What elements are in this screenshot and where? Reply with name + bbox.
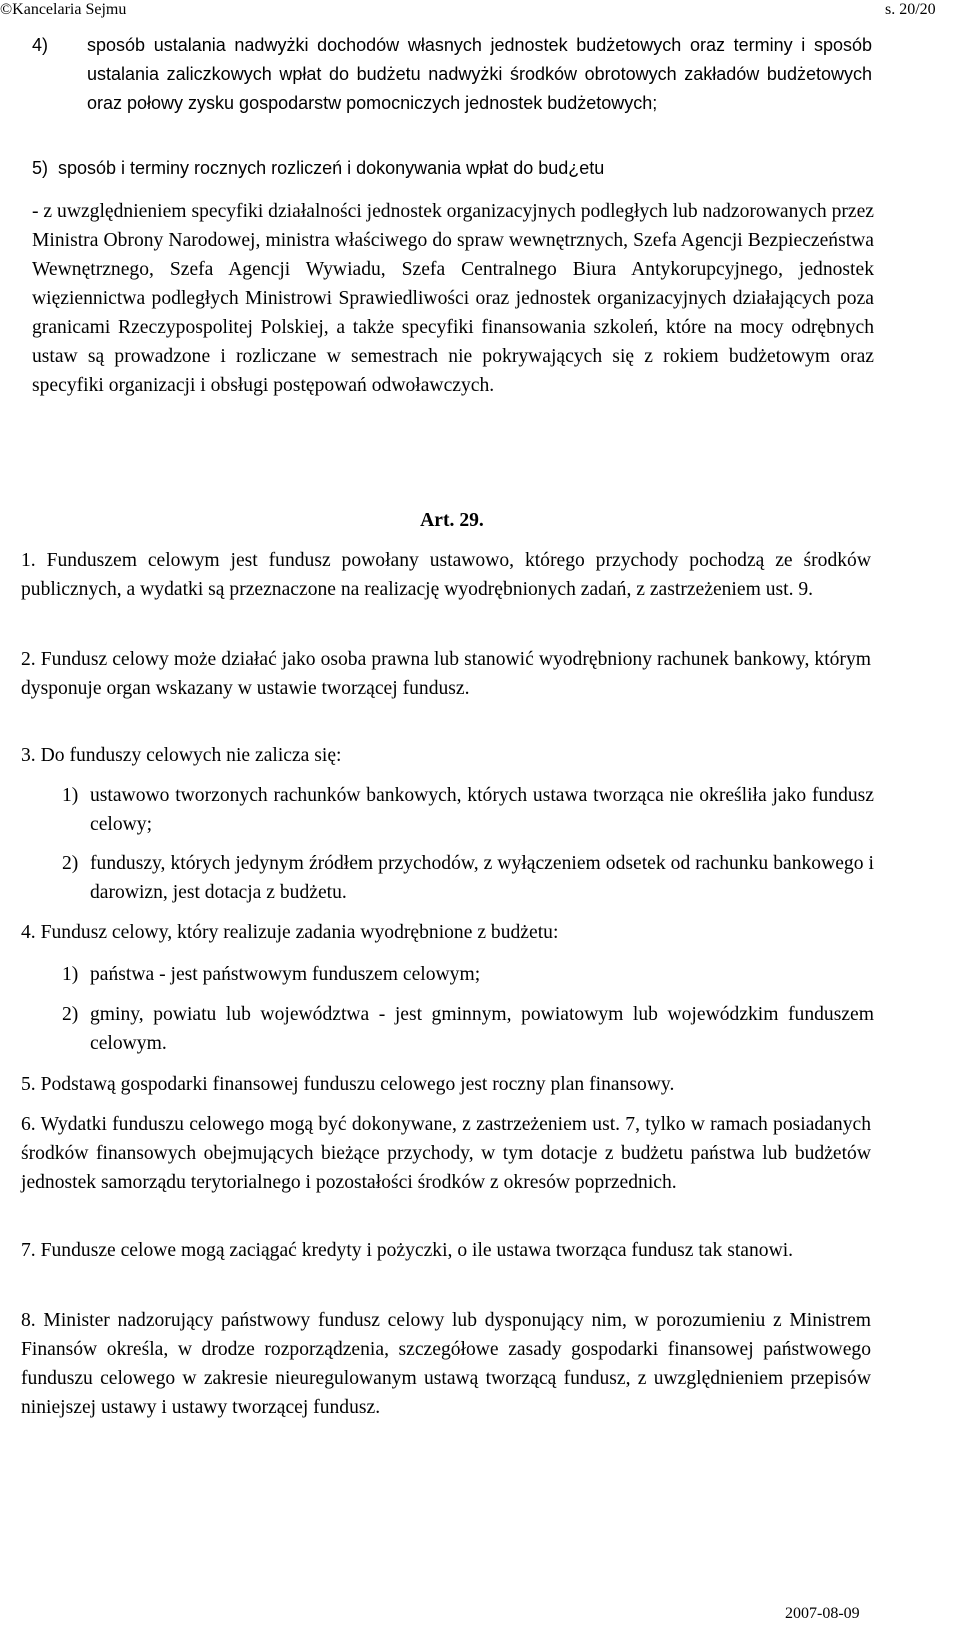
- paragraph-text: Fundusz celowy, który realizuje zadania wyodrębnione z budżetu:: [40, 922, 559, 943]
- paragraph-text: Podstawą gospodarki finansowej funduszu celowego jest roczny plan finansowy.: [40, 1074, 675, 1095]
- paragraph-text: Funduszem celowym jest fundusz powołany ustawowo, którego przychody pochodzą ze środków publicznych, a wydatki są przeznaczone na realizację wyodrębnionych zadań, z zastrzeżeniem ust. 9.: [21, 550, 871, 600]
- paragraph-label: 7.: [21, 1240, 36, 1261]
- list-item-label: 1): [62, 785, 79, 806]
- paragraph-label: 8.: [21, 1310, 36, 1331]
- article-paragraph: [21, 918, 871, 947]
- article-paragraph: [21, 741, 871, 770]
- paragraph-text: Minister nadzorujący państwowy fundusz celowy lub dysponujący nim, w porozumieniu z Ministrem Finansów określa, w drodze rozporządzenia, szczegółowe zasady gospodarki finansowej państwowego funduszu celowego w zakresie nieuregulowanym ustawą tworzącą fundusz, z uwzględnieniem przepisów niniejszej ustawy i ustawy tworzącej fundusz.: [21, 1310, 872, 1418]
- article-paragraph: [21, 1070, 871, 1099]
- paragraph-label: 1.: [21, 550, 36, 571]
- list-item-text: sposób i terminy rocznych rozliczeń i dokonywania wpłat do bud¿etu: [58, 158, 605, 178]
- list-item-label: 5): [32, 158, 49, 178]
- article-paragraph: [21, 546, 871, 604]
- list-item-text: gminy, powiatu lub województwa - jest gminnym, powiatowym lub wojewódzkim funduszem celowym.: [90, 1004, 874, 1054]
- list-item-label: 2): [62, 1004, 79, 1025]
- list-item: [62, 849, 874, 907]
- article-paragraph: [21, 1110, 871, 1197]
- paragraph-text: Fundusze celowe mogą zaciągać kredyty i pożyczki, o ile ustawa tworząca fundusz tak stanowi.: [40, 1240, 794, 1261]
- article-title: Art. 29.: [420, 510, 484, 531]
- footer-date: 2007-08-09: [785, 1605, 860, 1622]
- list-item-text: sposób ustalania nadwyżki dochodów własnych jednostek budżetowych oraz terminy i sposób ustalania zaliczkowych wpłat do budżetu nadwyżki środków obrotowych zakładów budżetowych oraz połowy zysku gospodarstw pomocniczych jednostek budżetowych;: [87, 35, 872, 113]
- list-item: [32, 31, 872, 118]
- list-item-label: 4): [32, 35, 49, 55]
- header-source: ©Kancelaria Sejmu: [0, 1, 127, 18]
- paragraph-text: Do funduszy celowych nie zalicza się:: [40, 745, 342, 766]
- closing-clause: - z uwzględnieniem specyfiki działalności jednostek organizacyjnych podległych lub nadzorowanych przez Ministra Obrony Narodowej, ministra właściwego do spraw wewnętrznych, Szefa Agencji Bezpieczeństwa Wewnętrznego, Szefa Agencji Wywiadu, Szefa Centralnego Biura Antykorupcyjnego, jednostek więziennictwa podległych Ministrowi Sprawiedliwości oraz jednostek organizacyjnych działających poza granicami Rzeczypospolitej Polskiej, a także specyfiki finansowania szkoleń, które na mocy odrębnych ustaw są prowadzone i rozliczane w semestrach nie pokrywających się z rokiem budżetowym oraz specyfiki organizacji i obsługi postępowań odwoławczych.: [32, 201, 874, 396]
- list-item: [62, 781, 874, 839]
- list-item: [62, 960, 874, 989]
- paragraph-label: 2.: [21, 649, 36, 670]
- paragraph-label: 5.: [21, 1074, 36, 1095]
- paragraph-text: Wydatki funduszu celowego mogą być dokonywane, z zastrzeżeniem ust. 7, tylko w ramach posiadanych środków finansowych obejmujących bieżące przychody, w tym dotacje z budżetu państwa lub budżetów jednostek samorządu terytorialnego i pozostałości środków z okresów poprzednich.: [21, 1114, 871, 1193]
- article-paragraph: [21, 645, 871, 703]
- list-item-text: funduszy, których jedynym źródłem przychodów, z wyłączeniem odsetek od rachunku bankowego i darowizn, jest dotacja z budżetu.: [90, 853, 874, 903]
- paragraph-text: Fundusz celowy może działać jako osoba prawna lub stanowić wyodrębniony rachunek bankowy, którym dysponuje organ wskazany w ustawie tworzącej fundusz.: [21, 649, 871, 699]
- list-item: [62, 1000, 874, 1058]
- article-paragraph: [21, 1306, 871, 1422]
- header-page-number: s. 20/20: [885, 1, 936, 18]
- list-item: [32, 154, 872, 183]
- list-item-label: 2): [62, 853, 79, 874]
- paragraph-label: 6.: [21, 1114, 36, 1135]
- list-item-label: 1): [62, 964, 79, 985]
- article-paragraph: [21, 1236, 871, 1265]
- list-item-text: ustawowo tworzonych rachunków bankowych, których ustawa tworząca nie określiła jako fundusz celowy;: [90, 785, 874, 835]
- paragraph-label: 4.: [21, 922, 36, 943]
- paragraph-label: 3.: [21, 745, 36, 766]
- list-item-text: państwa - jest państwowym funduszem celowym;: [90, 964, 481, 985]
